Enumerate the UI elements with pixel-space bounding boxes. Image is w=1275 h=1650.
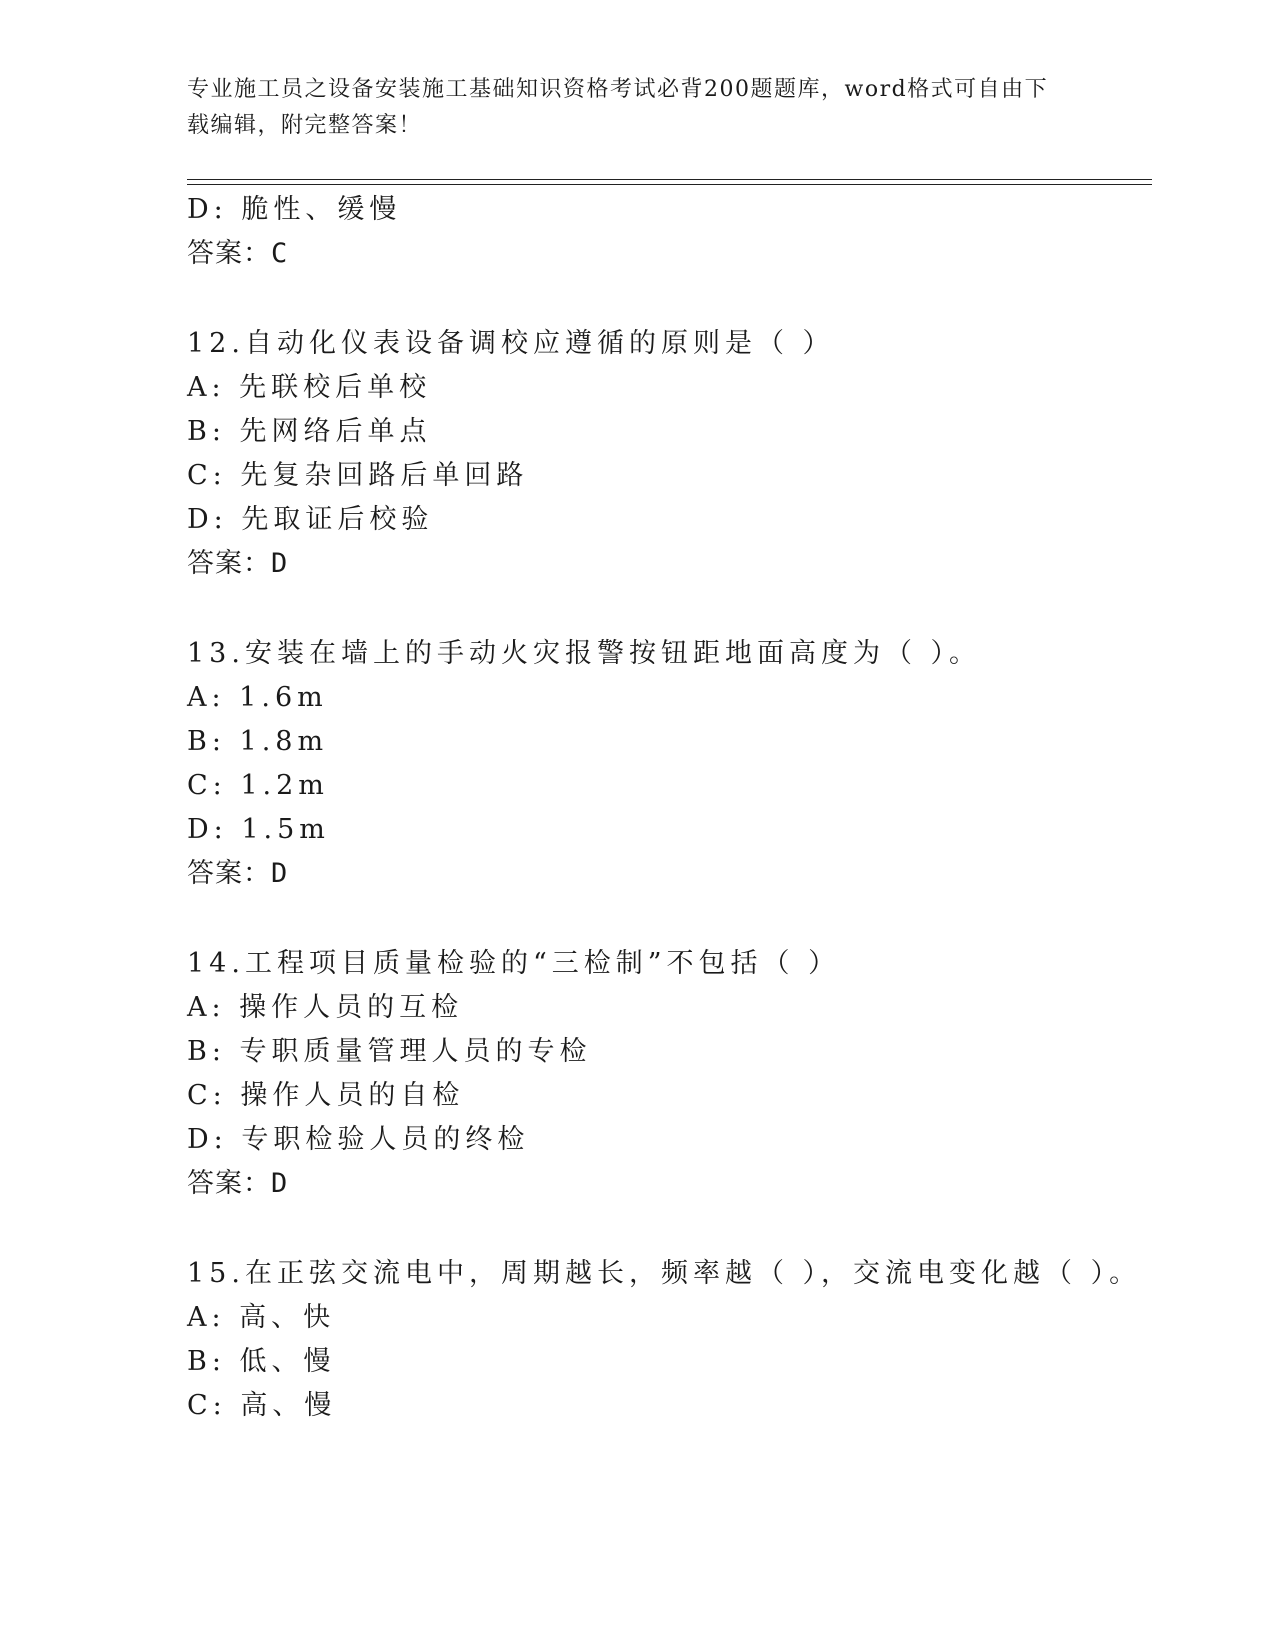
question-12-option-b: B: 先网络后单点 — [187, 416, 432, 447]
answer-value: C — [271, 238, 288, 269]
question-12-option-c: C: 先复杂回路后单回路 — [187, 460, 529, 491]
answer-value: D — [271, 548, 288, 579]
answer-label: 答案： — [187, 858, 271, 889]
question-12-option-d: D: 先取证后校验 — [187, 504, 434, 535]
question-13-answer — [187, 857, 287, 891]
document-header: 专业施工员之设备安装施工基础知识资格考试必背200题题库，word格式可自由下载编辑，附完整答案！ — [187, 77, 1049, 138]
question-13-option-a: A: 1.6m — [187, 682, 328, 713]
question-14-option-d: D: 专职检验人员的终检 — [187, 1124, 530, 1155]
prev-answer — [187, 237, 287, 271]
question-13-option-b: B: 1.8m — [187, 726, 329, 757]
question-14-option-c: C: 操作人员的自检 — [187, 1080, 465, 1111]
question-14-answer — [187, 1167, 287, 1201]
answer-label: 答案： — [187, 1168, 271, 1199]
header-rule-bottom — [187, 184, 1152, 185]
answer-label: 答案： — [187, 238, 271, 269]
question-12-option-a: A: 先联校后单校 — [187, 372, 432, 403]
question-15-option-a: A: 高、快 — [187, 1302, 336, 1333]
answer-label: 答案： — [187, 548, 271, 579]
answer-value: D — [271, 858, 288, 889]
question-12-answer — [187, 547, 287, 581]
question-15-stem: 15.在正弦交流电中，周期越长，频率越（ ），交流电变化越（ ）。 — [187, 1258, 1142, 1289]
question-13-option-d: D: 1.5m — [187, 814, 330, 845]
question-15-option-c: C: 高、慢 — [187, 1390, 337, 1421]
answer-value: D — [271, 1168, 288, 1199]
prev-option-d: D: 脆性、缓慢 — [187, 194, 402, 225]
question-13-stem: 13.安装在墙上的手动火灾报警按钮距地面高度为（ ）。 — [187, 638, 982, 669]
question-13-option-c: C: 1.2m — [187, 770, 329, 801]
question-14-stem: 14.工程项目质量检验的“三检制”不包括（ ） — [187, 948, 841, 979]
question-12-stem: 12.自动化仪表设备调校应遵循的原则是（ ） — [187, 328, 835, 359]
question-14-option-a: A: 操作人员的互检 — [187, 992, 464, 1023]
header-rule-top — [187, 179, 1152, 180]
question-15-option-b: B: 低、慢 — [187, 1346, 336, 1377]
question-14-option-b: B: 专职质量管理人员的专检 — [187, 1036, 592, 1067]
